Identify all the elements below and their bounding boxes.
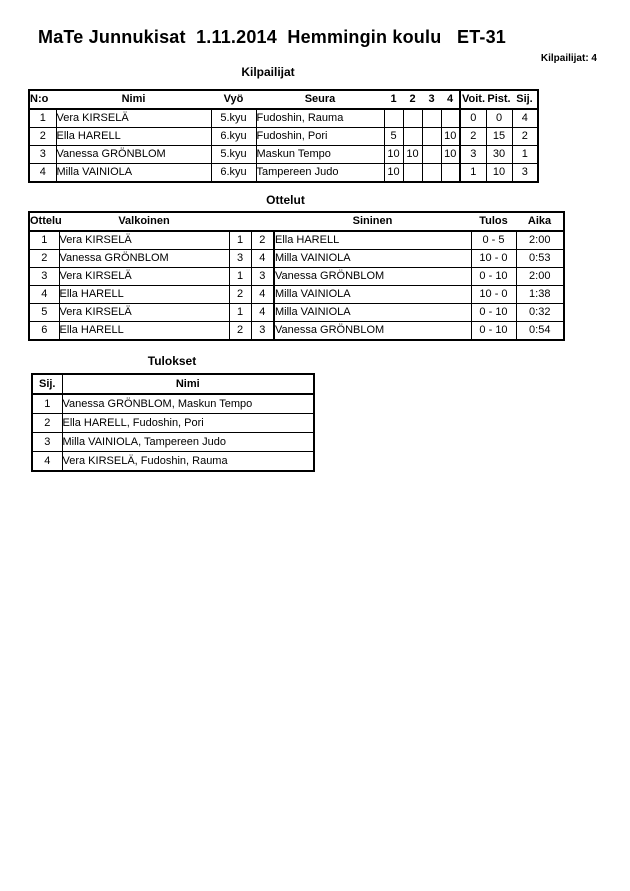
cell-name-club: Milla VAINIOLA, Tampereen Judo — [62, 433, 314, 452]
cell-blue-name: Vanessa GRÖNBLOM — [274, 322, 471, 341]
cell-match3 — [422, 128, 441, 146]
cell-nimi: Vera KIRSELÄ — [56, 109, 211, 128]
cell-match3 — [422, 109, 441, 128]
tulokset-row — [32, 414, 314, 433]
cell-vyo: 5.kyu — [211, 146, 256, 164]
ottelut-row — [29, 304, 564, 322]
cell-nimi: Ella HARELL — [56, 128, 211, 146]
cell-seura: Maskun Tempo — [256, 146, 384, 164]
col-header-sij: Sij. — [32, 374, 62, 394]
cell-no: 3 — [29, 146, 56, 164]
cell-no: 1 — [29, 109, 56, 128]
cell-time: 2:00 — [516, 268, 564, 286]
col-header-valkoinen: Valkoinen — [59, 212, 229, 231]
col-header-pist: Pist. — [486, 90, 512, 109]
section-heading-ottelut: Ottelut — [266, 193, 305, 207]
cell-white-number: 1 — [229, 268, 251, 286]
cell-white-name: Vera KIRSELÄ — [59, 268, 229, 286]
cell-match-number: 5 — [29, 304, 59, 322]
cell-pist: 0 — [486, 109, 512, 128]
cell-match1: 10 — [384, 164, 403, 183]
cell-blue-name: Milla VAINIOLA — [274, 286, 471, 304]
tulokset-row — [32, 452, 314, 472]
cell-result: 10 - 0 — [471, 286, 516, 304]
cell-vyo: 6.kyu — [211, 164, 256, 183]
cell-blue-name: Milla VAINIOLA — [274, 250, 471, 268]
ottelut-row — [29, 268, 564, 286]
cell-match-number: 3 — [29, 268, 59, 286]
cell-place: 3 — [32, 433, 62, 452]
tulokset-row — [32, 433, 314, 452]
cell-name-club: Vanessa GRÖNBLOM, Maskun Tempo — [62, 394, 314, 414]
cell-match2 — [403, 128, 422, 146]
cell-seura: Fudoshin, Pori — [256, 128, 384, 146]
col-header-sij: Sij. — [512, 90, 538, 109]
cell-voit: 1 — [460, 164, 486, 183]
col-header-ottelu: Ottelu — [29, 212, 59, 231]
cell-white-number: 2 — [229, 286, 251, 304]
cell-blue-number: 3 — [251, 322, 274, 341]
col-header-nimi: Nimi — [56, 90, 211, 109]
cell-place: 2 — [32, 414, 62, 433]
cell-white-name: Vera KIRSELÄ — [59, 231, 229, 250]
ottelut-table — [28, 211, 565, 341]
cell-nimi: Milla VAINIOLA — [56, 164, 211, 183]
cell-voit: 0 — [460, 109, 486, 128]
col-header-seura: Seura — [256, 90, 384, 109]
kilpailijat-row — [29, 128, 538, 146]
cell-match4: 10 — [441, 146, 460, 164]
col-header-match1: 1 — [384, 90, 403, 109]
col-header-aika: Aika — [516, 212, 564, 231]
cell-match3 — [422, 146, 441, 164]
cell-white-name: Vanessa GRÖNBLOM — [59, 250, 229, 268]
col-header-tulos: Tulos — [471, 212, 516, 231]
cell-match-number: 6 — [29, 322, 59, 341]
cell-vyo: 6.kyu — [211, 128, 256, 146]
cell-time: 0:54 — [516, 322, 564, 341]
cell-result: 0 - 10 — [471, 268, 516, 286]
ottelut-row — [29, 231, 564, 250]
cell-sij: 4 — [512, 109, 538, 128]
cell-place: 4 — [32, 452, 62, 472]
cell-pist: 15 — [486, 128, 512, 146]
section-heading-kilpailijat: Kilpailijat — [241, 65, 295, 79]
cell-result: 10 - 0 — [471, 250, 516, 268]
page-title: MaTe Junnukisat 1.11.2014 Hemmingin koulu ET-31 — [38, 27, 507, 47]
cell-time: 0:32 — [516, 304, 564, 322]
cell-time: 0:53 — [516, 250, 564, 268]
cell-voit: 3 — [460, 146, 486, 164]
ottelut-row — [29, 286, 564, 304]
kilpailijat-row — [29, 164, 538, 183]
cell-time: 1:38 — [516, 286, 564, 304]
cell-name-club: Ella HARELL, Fudoshin, Pori — [62, 414, 314, 433]
participants-count-label: Kilpailijat: 4 — [540, 53, 597, 64]
cell-match-number: 1 — [29, 231, 59, 250]
cell-no: 4 — [29, 164, 56, 183]
col-header-vyo: Vyö — [211, 90, 256, 109]
ottelut-header-row — [29, 212, 564, 231]
cell-match4: 10 — [441, 128, 460, 146]
cell-match-number: 4 — [29, 286, 59, 304]
col-header-match4: 4 — [441, 90, 460, 109]
cell-seura: Fudoshin, Rauma — [256, 109, 384, 128]
tulokset-row — [32, 394, 314, 414]
cell-white-number: 1 — [229, 231, 251, 250]
cell-seura: Tampereen Judo — [256, 164, 384, 183]
col-header-voit: Voit. — [460, 90, 486, 109]
col-header-nimi: Nimi — [62, 374, 314, 394]
cell-place: 1 — [32, 394, 62, 414]
cell-blue-name: Milla VAINIOLA — [274, 304, 471, 322]
cell-match2 — [403, 109, 422, 128]
cell-pist: 30 — [486, 146, 512, 164]
tulokset-header-row — [32, 374, 314, 394]
col-header-match2: 2 — [403, 90, 422, 109]
cell-time: 2:00 — [516, 231, 564, 250]
cell-white-name: Ella HARELL — [59, 322, 229, 341]
cell-blue-name: Ella HARELL — [274, 231, 471, 250]
cell-match-number: 2 — [29, 250, 59, 268]
col-header-no: N:o — [29, 90, 56, 109]
cell-no: 2 — [29, 128, 56, 146]
cell-match1 — [384, 109, 403, 128]
ottelut-row — [29, 322, 564, 341]
col-header-sininen: Sininen — [274, 212, 471, 231]
cell-blue-name: Vanessa GRÖNBLOM — [274, 268, 471, 286]
kilpailijat-table — [28, 89, 539, 183]
cell-name-club: Vera KIRSELÄ, Fudoshin, Rauma — [62, 452, 314, 472]
section-heading-tulokset: Tulokset — [147, 354, 197, 368]
kilpailijat-row — [29, 109, 538, 128]
cell-white-name: Vera KIRSELÄ — [59, 304, 229, 322]
cell-match3 — [422, 164, 441, 183]
cell-blue-number: 4 — [251, 250, 274, 268]
cell-voit: 2 — [460, 128, 486, 146]
cell-match1: 5 — [384, 128, 403, 146]
col-header-white-number — [229, 212, 251, 231]
cell-sij: 1 — [512, 146, 538, 164]
cell-blue-number: 2 — [251, 231, 274, 250]
cell-nimi: Vanessa GRÖNBLOM — [56, 146, 211, 164]
cell-result: 0 - 10 — [471, 304, 516, 322]
cell-result: 0 - 5 — [471, 231, 516, 250]
cell-vyo: 5.kyu — [211, 109, 256, 128]
ottelut-row — [29, 250, 564, 268]
kilpailijat-row — [29, 146, 538, 164]
cell-blue-number: 4 — [251, 304, 274, 322]
cell-white-number: 1 — [229, 304, 251, 322]
cell-blue-number: 3 — [251, 268, 274, 286]
cell-match2: 10 — [403, 146, 422, 164]
cell-white-name: Ella HARELL — [59, 286, 229, 304]
tulokset-table — [31, 373, 315, 472]
cell-pist: 10 — [486, 164, 512, 183]
cell-white-number: 2 — [229, 322, 251, 341]
cell-match4 — [441, 164, 460, 183]
cell-match1: 10 — [384, 146, 403, 164]
col-header-match3: 3 — [422, 90, 441, 109]
kilpailijat-header-row — [29, 90, 538, 109]
cell-result: 0 - 10 — [471, 322, 516, 341]
cell-blue-number: 4 — [251, 286, 274, 304]
cell-match2 — [403, 164, 422, 183]
cell-sij: 3 — [512, 164, 538, 183]
cell-sij: 2 — [512, 128, 538, 146]
col-header-blue-number — [251, 212, 274, 231]
cell-match4 — [441, 109, 460, 128]
cell-white-number: 3 — [229, 250, 251, 268]
